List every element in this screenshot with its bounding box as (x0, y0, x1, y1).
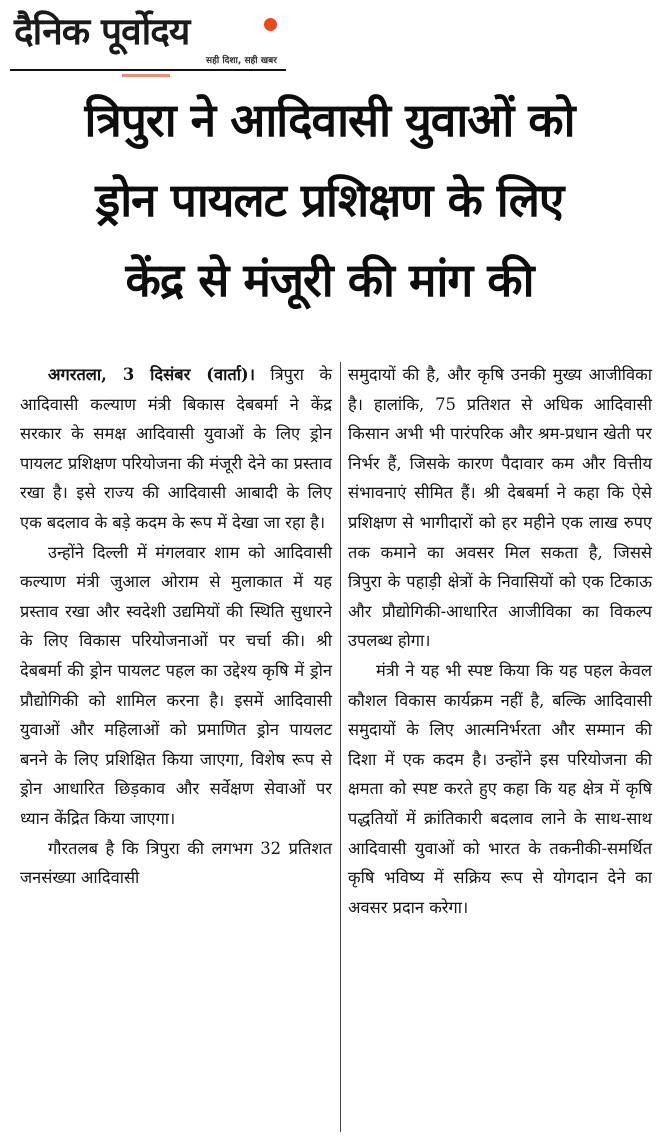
column-divider (340, 362, 341, 1132)
article-headline (0, 80, 659, 320)
masthead-underline (122, 74, 170, 77)
newspaper-name: दैनिक पूर्वोदय (14, 10, 190, 53)
headline-line-1: त्रिपुरा ने आदिवासी युवाओं को (84, 93, 575, 147)
article-paragraph-1 (20, 360, 332, 538)
headline-line-2: ड्रोन पायलट प्रशिक्षण के लिए (95, 173, 564, 227)
masthead-rule (10, 69, 286, 71)
article-column-right (348, 360, 652, 922)
article-paragraph-4: समुदायों की है, और कृषि उनकी मुख्य आजीविका है। हालांकि, 75 प्रतिशत से अधिक आदिवासी किसान अभी भी पारंपरिक और श्रम-प्रधान खेती पर निर्भर हैं, जिसके कारण पैदावार कम और वित्तीय संभावनाएं सीमित हैं। श्री देबबर्मा ने कहा कि ऐसे प्रशिक्षण से भागीदारों को हर महीने एक लाख रुपए तक कमाने का अवसर मिल सकता है, जिससे त्रिपुरा के पहाड़ी क्षेत्रों के निवासियों को एक टिकाऊ और प्रौद्योगिकी-आधारित आजीविका का विकल्प उपलब्ध होगा। (348, 365, 652, 651)
newspaper-tagline: सही दिशा, सही खबर (206, 56, 277, 66)
article-column-left (20, 360, 332, 893)
article-dateline: अगरतला, 3 दिसंबर (वार्ता)। (48, 365, 255, 384)
article-paragraph-2: उन्होंने दिल्ली में मंगलवार शाम को आदिवासी कल्याण मंत्री जुआल ओराम से मुलाकात में यह प्रस्ताव रखा और स्वदेशी उद्यमियों की स्थिति सुधारने के लिए विकास परियोजनाओं पर चर्चा की। श्री देबबर्मा की ड्रोन पायलट पहल का उद्देश्य कृषि में ड्रोन प्रौद्योगिकी को शामिल करना है। इसमें आदिवासी युवाओं और महिलाओं को प्रमाणित ड्रोन पायलट बनने के लिए प्रशिक्षित किया जाएगा, विशेष रूप से ड्रोन आधारित छिड़काव और सर्वेक्षण सेवाओं पर ध्यान केंद्रित किया जाएगा। (20, 542, 332, 828)
article-paragraph-3: गौरतलब है कि त्रिपुरा की लगभग 32 प्रतिशत जनसंख्या आदिवासी (20, 838, 332, 888)
headline-line-3: केंद्र से मंजूरी की मांग की (125, 253, 534, 307)
article-paragraph-5: मंत्री ने यह भी स्पष्ट किया कि यह पहल केवल कौशल विकास कार्यक्रम नहीं है, बल्कि आदिवासी समुदायों के लिए आत्मनिर्भरता और सम्मान की दिशा में एक कदम है। उन्होंने इस परियोजना की क्षमता को स्पष्ट करते हुए कहा कि यह क्षेत्र में कृषि पद्धतियों में क्रांतिकारी बदलाव लाने के साथ-साथ आदिवासी युवाओं को भारत के तकनीकी-समर्थित कृषि भविष्य में सक्रिय रूप से योगदान देने का अवसर प्रदान करेगा। (348, 660, 652, 917)
paragraph-text: त्रिपुरा के आदिवासी कल्याण मंत्री बिकास देबबर्मा ने केंद्र सरकार के समक्ष आदिवासी युवाओं के लिए ड्रोन पायलट प्रशिक्षण परियोजना की मंजूरी देने का प्रस्ताव रखा है। इसे राज्य की आदिवासी आबादी के लिए एक बदलाव के बड़े कदम के रूप में देखा जा रहा है। (20, 365, 332, 532)
newspaper-masthead (10, 6, 286, 72)
masthead-dot-icon (264, 18, 277, 31)
